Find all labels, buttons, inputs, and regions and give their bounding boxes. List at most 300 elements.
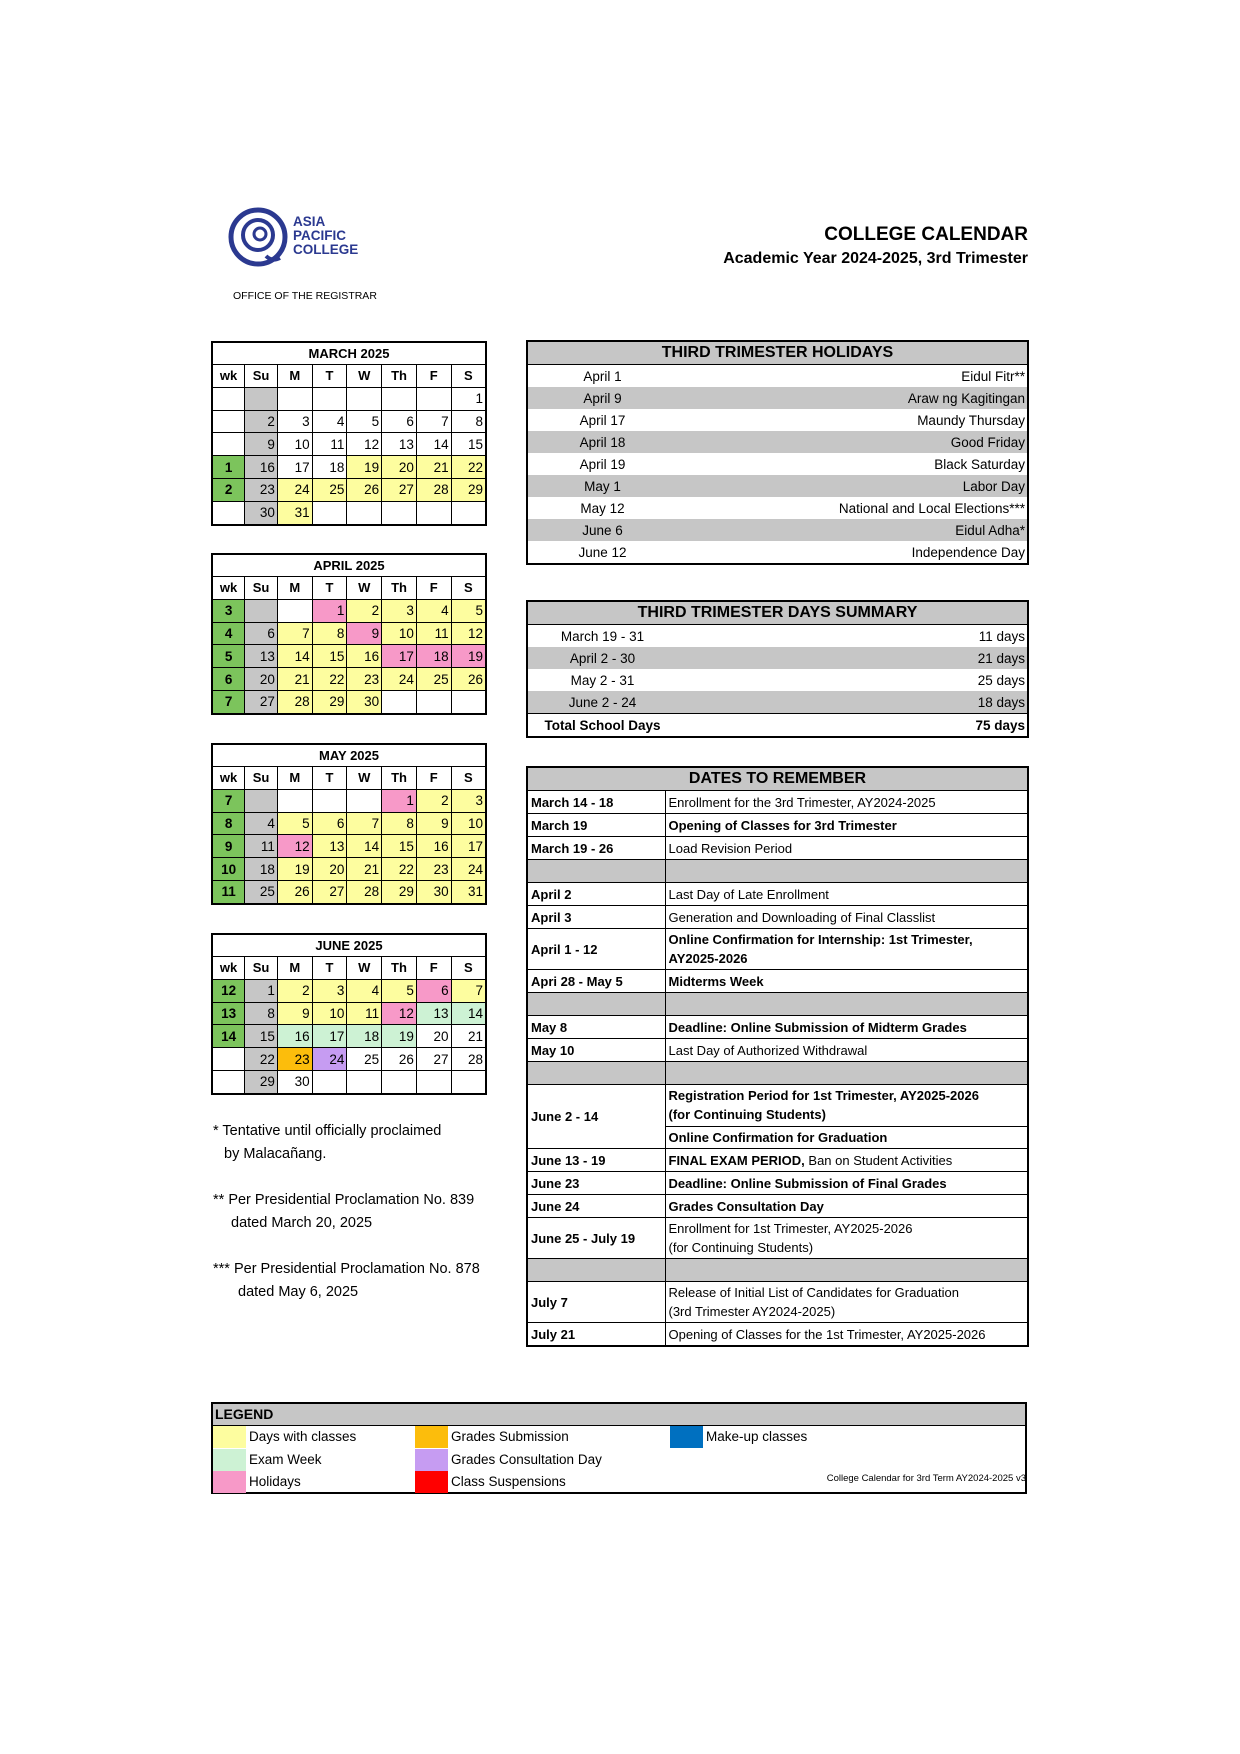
footnote-1-line2: by Malacañang. (224, 1146, 327, 1162)
day-cell: 19 (451, 645, 486, 668)
date-row (527, 860, 1028, 883)
event-text: Deadline: Online Submission of Final Grades (668, 1175, 947, 1191)
day-cell (312, 789, 347, 812)
college-logo (228, 206, 388, 306)
date-row (527, 1062, 1028, 1085)
event-text: Online Confirmation for Internship: 1st Trimester, AY2025-2026 (668, 932, 973, 966)
week-row (212, 622, 486, 645)
day-cell: 15 (312, 645, 347, 668)
holiday-name: Eidul Adha* (955, 522, 1025, 538)
day-cell: 25 (347, 1048, 382, 1071)
day-cell: 11 (312, 433, 347, 456)
day-cell (277, 599, 312, 622)
day-cell: 21 (277, 668, 312, 691)
day-cell: 26 (382, 1048, 417, 1071)
event-cell (665, 1149, 1028, 1172)
event-line (669, 1302, 1025, 1321)
summary-total-row (527, 714, 1028, 738)
holiday-row (527, 431, 1028, 453)
holiday-name: Independence Day (911, 544, 1025, 560)
summary-range: May 2 - 31 (570, 672, 635, 688)
weekday-header: Su (245, 957, 278, 980)
calendar-april (211, 553, 487, 715)
summary-days: 11 days (978, 628, 1025, 644)
day-cell: 27 (312, 880, 347, 903)
event-text: (for Continuing Students) (668, 1240, 814, 1255)
day-cell: 29 (312, 690, 347, 713)
day-cell: 30 (277, 1070, 312, 1093)
day-cell: 23 (277, 1048, 312, 1071)
day-cell (277, 387, 312, 410)
day-cell: 31 (277, 501, 312, 524)
weekday-header: W (347, 577, 382, 600)
event-text: Opening of Classes for the 1st Trimester, AY2025-2026 (668, 1326, 986, 1342)
weekday-header: F (416, 577, 451, 600)
day-cell: 29 (451, 478, 486, 501)
week-number-cell: 13 (212, 1002, 245, 1025)
day-cell (245, 789, 278, 812)
day-cell: 26 (347, 478, 382, 501)
event-text-rest: Ban on Student Activities (804, 1152, 953, 1168)
event-text: Opening of Classes for 3rd Trimester (668, 817, 897, 833)
week-row (212, 1002, 486, 1025)
event-line (669, 930, 1025, 968)
day-cell: 11 (245, 835, 278, 858)
event-cell (665, 993, 1028, 1016)
summary-days: 21 days (977, 650, 1025, 666)
holiday-name: Maundy Thursday (917, 412, 1025, 428)
day-cell (312, 387, 347, 410)
date-cell (527, 1259, 665, 1282)
holidays-title: THIRD TRIMESTER HOLIDAYS (527, 341, 1028, 365)
week-row (212, 1025, 486, 1048)
weekday-header: S (451, 365, 486, 388)
week-number-cell: 6 (212, 668, 245, 691)
weekday-header: Th (382, 957, 417, 980)
event-text: (for Continuing Students) (668, 1107, 826, 1122)
day-cell: 8 (382, 812, 417, 835)
day-cell: 10 (451, 812, 486, 835)
event-cell (665, 906, 1028, 929)
date-row (527, 1039, 1028, 1062)
day-cell: 27 (382, 478, 417, 501)
holiday-row (527, 519, 1028, 541)
event-line (669, 1238, 1025, 1257)
day-cell: 20 (416, 1025, 451, 1048)
day-cell: 6 (416, 979, 451, 1002)
week-number-cell: 5 (212, 645, 245, 668)
weekday-header: Th (382, 365, 417, 388)
date-cell: June 13 - 19 (527, 1149, 665, 1172)
day-cell: 5 (277, 812, 312, 835)
day-cell (451, 1070, 486, 1093)
event-line (669, 1219, 1025, 1238)
date-row (527, 883, 1028, 906)
weekday-header: Su (245, 365, 278, 388)
holiday-row (527, 453, 1028, 475)
date-row (527, 1259, 1028, 1282)
event-cell (665, 814, 1028, 837)
footnote-2-line1: ** Per Presidential Proclamation No. 839 (213, 1192, 475, 1208)
day-cell: 28 (416, 478, 451, 501)
date-row (527, 906, 1028, 929)
summary-panel (526, 600, 1029, 738)
week-row (212, 835, 486, 858)
week-row (212, 501, 486, 524)
day-cell: 25 (245, 880, 278, 903)
day-cell: 3 (382, 599, 417, 622)
week-number-cell: 2 (212, 478, 245, 501)
event-text: Release of Initial List of Candidates for Graduation (668, 1285, 960, 1300)
date-cell: June 2 - 14 (527, 1085, 665, 1149)
weekday-header: T (312, 767, 347, 790)
week-number-cell: 7 (212, 789, 245, 812)
month-table (211, 743, 487, 905)
legend-label-holidays: Holidays (249, 1474, 301, 1489)
holiday-row (527, 365, 1028, 388)
weekday-header: S (451, 957, 486, 980)
day-cell: 21 (451, 1025, 486, 1048)
holidays-table (526, 340, 1029, 565)
date-cell: April 2 (527, 883, 665, 906)
day-cell: 21 (416, 456, 451, 479)
day-cell: 6 (245, 622, 278, 645)
date-row (527, 929, 1028, 970)
day-cell: 6 (312, 812, 347, 835)
day-cell: 3 (277, 410, 312, 433)
day-cell: 16 (347, 645, 382, 668)
event-text: Last Day of Authorized Withdrawal (668, 1042, 868, 1058)
day-cell: 19 (382, 1025, 417, 1048)
week-number-cell: 12 (212, 979, 245, 1002)
week-row (212, 599, 486, 622)
date-row (527, 993, 1028, 1016)
date-row (527, 1282, 1028, 1323)
day-cell: 12 (277, 835, 312, 858)
day-cell: 1 (245, 979, 278, 1002)
day-cell: 12 (451, 622, 486, 645)
day-cell: 8 (451, 410, 486, 433)
dates-title: DATES TO REMEMBER (527, 767, 1028, 791)
legend-swatch-consult (415, 1449, 448, 1471)
day-cell: 5 (382, 979, 417, 1002)
version-footnote: College Calendar for 3rd Term AY2024-2025 v3 (826, 1473, 1026, 1484)
week-number-cell: 11 (212, 880, 245, 903)
week-number-cell: 9 (212, 835, 245, 858)
event-line (669, 839, 1025, 858)
weekday-header: Th (382, 577, 417, 600)
day-cell (245, 599, 278, 622)
holiday-date: June 6 (582, 522, 623, 538)
day-cell: 10 (277, 433, 312, 456)
holiday-date: May 12 (580, 500, 625, 516)
weekday-header: Su (245, 577, 278, 600)
dates-table (526, 766, 1029, 1347)
date-row (527, 1323, 1028, 1347)
weekday-header: W (347, 957, 382, 980)
day-cell: 9 (347, 622, 382, 645)
event-line (669, 816, 1025, 835)
event-cell (665, 1085, 1028, 1149)
week-number-cell (212, 501, 245, 524)
month-title: APRIL 2025 (212, 554, 486, 577)
weekday-header: M (277, 957, 312, 980)
day-cell: 19 (347, 456, 382, 479)
day-cell: 20 (245, 668, 278, 691)
event-line (669, 1283, 1025, 1302)
date-row (527, 970, 1028, 993)
legend-title: LEGEND (213, 1404, 1025, 1426)
day-cell: 31 (451, 880, 486, 903)
day-cell: 4 (245, 812, 278, 835)
day-cell: 24 (382, 668, 417, 691)
day-cell: 28 (451, 1048, 486, 1071)
event-cell (665, 791, 1028, 814)
legend-label-consult: Grades Consultation Day (451, 1452, 602, 1467)
event-text: Last Day of Late Enrollment (668, 886, 829, 902)
logo-text-college: COLLEGE (293, 242, 359, 257)
week-row (212, 645, 486, 668)
event-line (669, 1174, 1025, 1193)
holiday-name: Black Saturday (934, 456, 1025, 472)
event-cell (665, 929, 1028, 970)
week-number-cell: 3 (212, 599, 245, 622)
event-line (669, 972, 1025, 991)
event-cell (665, 1259, 1028, 1282)
logo-swirl-icon (228, 206, 288, 268)
summary-row (527, 647, 1028, 669)
day-cell: 25 (312, 478, 347, 501)
legend-label-suspension: Class Suspensions (451, 1474, 566, 1489)
date-cell: June 25 - July 19 (527, 1218, 665, 1259)
event-cell (665, 837, 1028, 860)
week-row (212, 789, 486, 812)
event-line (669, 1041, 1025, 1060)
summary-range: June 2 - 24 (568, 694, 637, 710)
event-cell (665, 1016, 1028, 1039)
page-subtitle: Academic Year 2024-2025, 3rd Trimester (723, 250, 1028, 267)
holiday-date: April 9 (583, 390, 622, 406)
week-row (212, 812, 486, 835)
day-cell: 24 (451, 858, 486, 881)
week-number-cell (212, 433, 245, 456)
day-cell: 30 (347, 690, 382, 713)
week-number-cell: 8 (212, 812, 245, 835)
summary-days: 25 days (977, 672, 1025, 688)
holiday-row (527, 497, 1028, 519)
weekday-header: Su (245, 767, 278, 790)
date-cell: July 21 (527, 1323, 665, 1347)
day-cell: 18 (416, 645, 451, 668)
logo-text-asia: ASIA (293, 214, 326, 229)
weekday-header: Th (382, 767, 417, 790)
weekday-header: wk (212, 767, 245, 790)
day-cell: 4 (347, 979, 382, 1002)
event-text: Enrollment for the 3rd Trimester, AY2024-2025 (668, 794, 936, 810)
day-cell: 14 (347, 835, 382, 858)
event-cell (665, 970, 1028, 993)
day-cell: 11 (347, 1002, 382, 1025)
date-cell: March 19 - 26 (527, 837, 665, 860)
event-cell (665, 883, 1028, 906)
date-row (527, 814, 1028, 837)
weekday-header: T (312, 577, 347, 600)
day-cell: 13 (245, 645, 278, 668)
day-cell: 8 (245, 1002, 278, 1025)
day-cell: 18 (312, 456, 347, 479)
legend-swatch-exam (213, 1449, 246, 1471)
date-cell: May 8 (527, 1016, 665, 1039)
date-cell (527, 860, 665, 883)
day-cell: 3 (312, 979, 347, 1002)
legend-swatch-makeup (670, 1426, 703, 1448)
holiday-date: May 1 (584, 478, 621, 494)
event-text: Registration Period for 1st Trimester, AY2025-2026 (668, 1088, 979, 1103)
footnote-3-line1: *** Per Presidential Proclamation No. 878 (213, 1261, 480, 1277)
week-number-cell: 1 (212, 456, 245, 479)
day-cell: 28 (277, 690, 312, 713)
date-cell: March 19 (527, 814, 665, 837)
week-number-cell: 14 (212, 1025, 245, 1048)
date-cell: Apri 28 - May 5 (527, 970, 665, 993)
day-cell (347, 501, 382, 524)
day-cell: 20 (382, 456, 417, 479)
day-cell (416, 1070, 451, 1093)
week-number-cell (212, 1070, 245, 1093)
date-cell (527, 1062, 665, 1085)
day-cell: 24 (312, 1048, 347, 1071)
day-cell: 1 (312, 599, 347, 622)
week-row (212, 880, 486, 903)
day-cell: 29 (382, 880, 417, 903)
day-cell (382, 1070, 417, 1093)
day-cell: 3 (451, 789, 486, 812)
day-cell: 7 (277, 622, 312, 645)
week-row (212, 410, 486, 433)
weekday-header: M (277, 577, 312, 600)
holiday-date: June 12 (578, 544, 627, 560)
event-cell (665, 860, 1028, 883)
week-row (212, 433, 486, 456)
holiday-row (527, 409, 1028, 431)
event-cell (665, 1282, 1028, 1323)
week-row (212, 668, 486, 691)
day-cell: 13 (312, 835, 347, 858)
summary-range: March 19 - 31 (560, 628, 645, 644)
summary-title: THIRD TRIMESTER DAYS SUMMARY (527, 601, 1028, 625)
day-cell: 17 (277, 456, 312, 479)
day-cell: 14 (451, 1002, 486, 1025)
day-cell: 4 (416, 599, 451, 622)
day-cell: 22 (451, 456, 486, 479)
day-cell: 5 (347, 410, 382, 433)
legend-swatch-suspension (415, 1471, 448, 1493)
day-cell (312, 501, 347, 524)
summary-days: 18 days (977, 694, 1025, 710)
date-cell: April 3 (527, 906, 665, 929)
date-cell: March 14 - 18 (527, 791, 665, 814)
day-cell: 29 (245, 1070, 278, 1093)
event-line (669, 1197, 1025, 1216)
day-cell: 15 (382, 835, 417, 858)
day-cell: 15 (245, 1025, 278, 1048)
day-cell: 10 (312, 1002, 347, 1025)
week-row (212, 456, 486, 479)
date-cell: June 23 (527, 1172, 665, 1195)
legend-swatch-holidays (213, 1471, 246, 1493)
month-table (211, 933, 487, 1095)
week-row (212, 1048, 486, 1071)
event-cell (665, 1323, 1028, 1347)
weekday-header: S (451, 767, 486, 790)
holiday-date: April 19 (579, 456, 626, 472)
day-cell (382, 690, 417, 713)
day-cell: 26 (277, 880, 312, 903)
weekday-header: F (416, 767, 451, 790)
date-row (527, 791, 1028, 814)
day-cell: 27 (416, 1048, 451, 1071)
weekday-header: wk (212, 365, 245, 388)
day-cell: 1 (451, 387, 486, 410)
week-number-cell: 4 (212, 622, 245, 645)
week-row (212, 690, 486, 713)
summary-row (527, 691, 1028, 714)
holiday-row (527, 541, 1028, 564)
calendar-may (211, 743, 487, 905)
event-text: Deadline: Online Submission of Midterm Grades (668, 1019, 967, 1035)
weekday-header: M (277, 767, 312, 790)
day-cell: 23 (416, 858, 451, 881)
event-text: Grades Consultation Day (668, 1198, 824, 1214)
date-row (527, 837, 1028, 860)
office-label: OFFICE OF THE REGISTRAR (233, 290, 377, 302)
day-cell: 16 (277, 1025, 312, 1048)
day-cell (416, 387, 451, 410)
day-cell (347, 1070, 382, 1093)
day-cell: 24 (277, 478, 312, 501)
day-cell: 17 (312, 1025, 347, 1048)
event-text: Enrollment for 1st Trimester, AY2025-2026 (668, 1221, 913, 1236)
day-cell: 7 (416, 410, 451, 433)
day-cell: 22 (382, 858, 417, 881)
month-table (211, 553, 487, 715)
legend-label-classes: Days with classes (249, 1429, 357, 1444)
day-cell: 5 (451, 599, 486, 622)
date-row (527, 1195, 1028, 1218)
footnote-3-line2: dated May 6, 2025 (238, 1284, 359, 1300)
event-line (669, 908, 1025, 927)
event-cell (665, 1039, 1028, 1062)
week-number-cell (212, 387, 245, 410)
day-cell: 23 (245, 478, 278, 501)
legend-swatch-grades (415, 1426, 448, 1448)
footnote-2-line2: dated March 20, 2025 (231, 1215, 373, 1231)
event-line (669, 1325, 1025, 1344)
event-line (669, 1105, 1025, 1124)
day-cell: 11 (416, 622, 451, 645)
day-cell: 4 (312, 410, 347, 433)
holiday-name: Labor Day (962, 478, 1025, 494)
day-cell: 18 (245, 858, 278, 881)
day-cell: 12 (382, 1002, 417, 1025)
logo-text-pacific: PACIFIC (293, 228, 346, 243)
legend-swatch-classes (213, 1426, 246, 1448)
event-text: FINAL EXAM PERIOD, (668, 1152, 805, 1168)
holiday-date: April 18 (579, 434, 626, 450)
date-cell: May 10 (527, 1039, 665, 1062)
day-cell: 18 (347, 1025, 382, 1048)
day-cell: 17 (451, 835, 486, 858)
